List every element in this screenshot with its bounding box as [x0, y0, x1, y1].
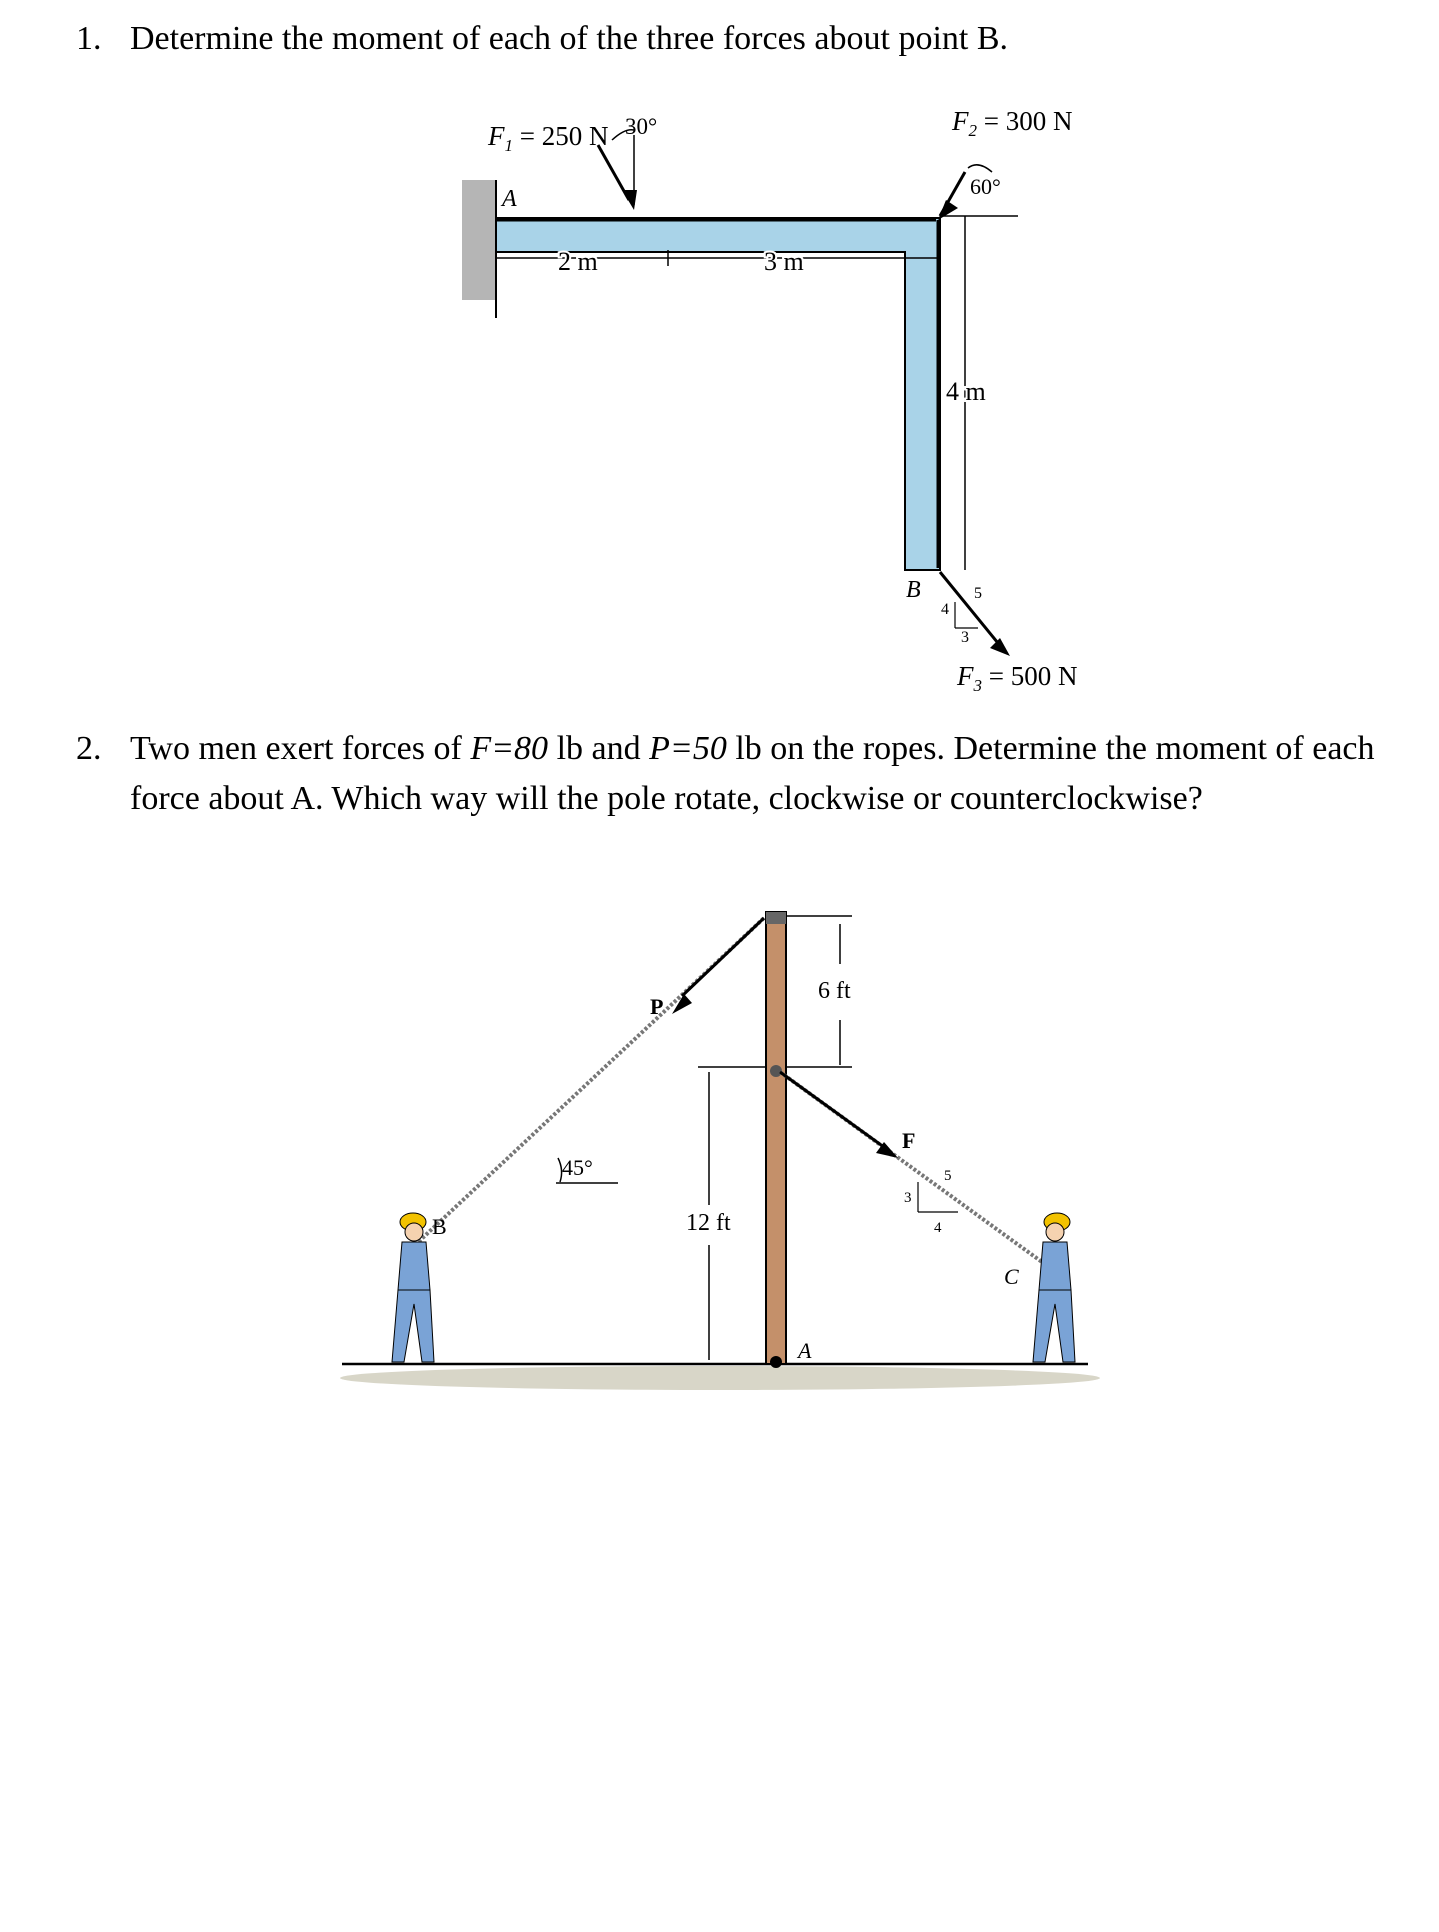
rope-f	[780, 1072, 1042, 1262]
point-a-label: A	[502, 186, 517, 212]
label-12ft: 12 ft	[686, 1210, 731, 1236]
p2-val-p: =50	[669, 730, 727, 767]
f3-triangle-4: 4	[941, 601, 949, 618]
p2-text-b: lb and	[548, 730, 650, 767]
label-b: B	[432, 1214, 447, 1239]
p2-text-line2: force about A. Which way will the pole rotate, clockwise or counterclockwise?	[130, 780, 1203, 817]
f3-triangle-3: 3	[961, 629, 969, 646]
f-triangle-5: 5	[944, 1168, 952, 1184]
label-6ft: 6 ft	[818, 978, 851, 1004]
p2-var-f: F	[470, 730, 492, 767]
point-b-label: B	[906, 577, 921, 603]
ground	[340, 1364, 1100, 1390]
f3-triangle-5: 5	[974, 585, 982, 602]
dim-4m-label: 4 m	[946, 377, 986, 406]
f2-label: $F_2 = 300$ N	[952, 106, 1073, 140]
pole	[766, 912, 786, 1368]
problem-number: 1.	[76, 20, 102, 57]
f2-angle-label: 60°	[970, 174, 1001, 199]
dim-2m-label: 2 m	[558, 247, 598, 276]
rope-p	[415, 918, 764, 1245]
p2-var-p: P	[649, 730, 670, 767]
label-a: A	[798, 1338, 812, 1363]
problem-number: 2.	[76, 730, 102, 767]
f-triangle-4: 4	[934, 1220, 942, 1236]
label-c: C	[1004, 1264, 1019, 1289]
f1-label: $F_1 = 250$ N	[488, 121, 609, 155]
f3-label: $F_3 = 500$ N	[957, 661, 1078, 695]
label-45-degrees: 45°	[562, 1155, 593, 1180]
p2-text-a: Two men exert forces of	[130, 730, 471, 767]
label-p: P	[650, 994, 664, 1019]
problem-text: Determine the moment of each of the three forces about point B.	[130, 20, 1009, 57]
worker-right	[1033, 1213, 1075, 1362]
dim-3m-label: 3 m	[764, 247, 804, 276]
f1-angle-label: 30°	[625, 114, 658, 139]
p2-val-f: =80	[491, 730, 549, 767]
f-triangle-3: 3	[904, 1190, 912, 1206]
label-f: F	[902, 1128, 916, 1153]
p2-text-c: lb on the ropes. Determine the moment of each	[726, 730, 1375, 767]
